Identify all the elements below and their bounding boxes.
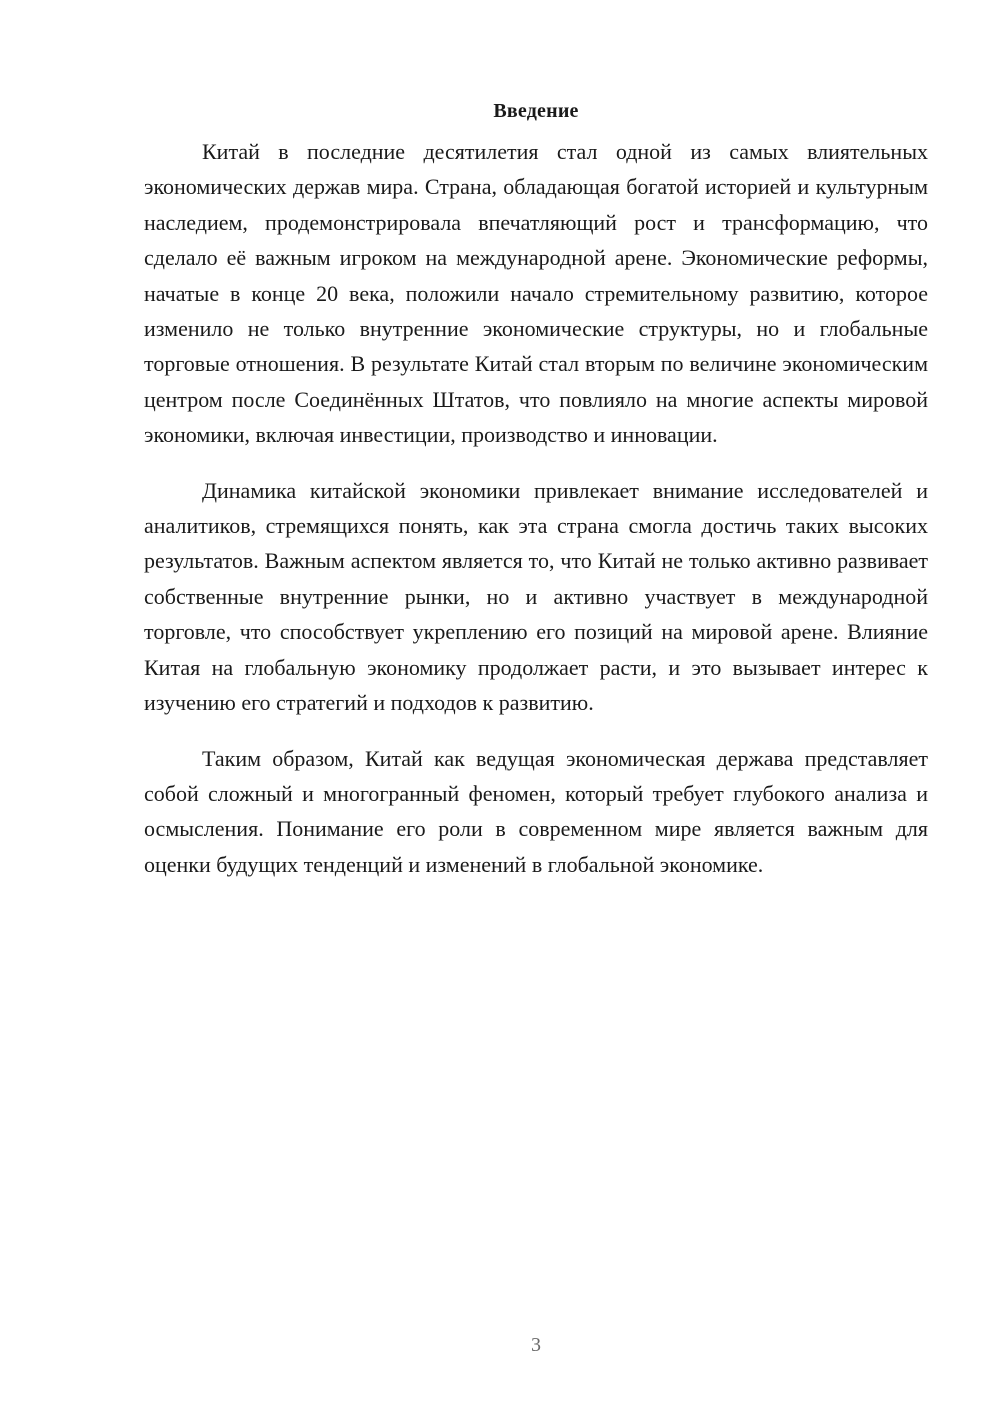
paragraph-2: Динамика китайской экономики привлекает внимание исследователей и аналитиков, стремящихся понять, как эта страна смогла достичь таких высоких результатов. Важным аспектом является то, что Китай не только активно развивает собственные внутренние рынки, но и активно участвует в международной торговле, что способствует укреплению его позиций на мировой арене. Влияние Китая на глобальную экономику продолжает расти, и это вызывает интерес к изучению его стратегий и подходов к развитию. <box>144 477 928 716</box>
paragraph-3: Таким образом, Китай как ведущая экономическая держава представляет собой сложный и многогранный феномен, который требует глубокого анализа и осмысления. Понимание его роли в современном мире является важным для оценки будущих тенденций и изменений в глобальной экономике. <box>144 745 928 877</box>
page-number: 3 <box>531 1334 541 1356</box>
paragraph-1: Китай в последние десятилетия стал одной из самых влиятельных экономических держав мира. Страна, обладающая богатой историей и культурным наследием, продемонстрировала впечатляющий рост и трансформацию, что сделало её важным игроком на международной арене. Экономические реформы, начатые в конце 20 века, положили начало стремительному развитию, которое изменило не только внутренние экономические структуры, но и глобальные торговые отношения. В результате Китай стал вторым по величине экономическим центром после Соединённых Штатов, что повлияло на многие аспекты мировой экономики, включая инвестиции, производство и инновации. <box>144 139 928 448</box>
page-content <box>144 96 928 882</box>
section-heading: Введение <box>493 100 579 122</box>
heading-spacer <box>144 126 928 134</box>
